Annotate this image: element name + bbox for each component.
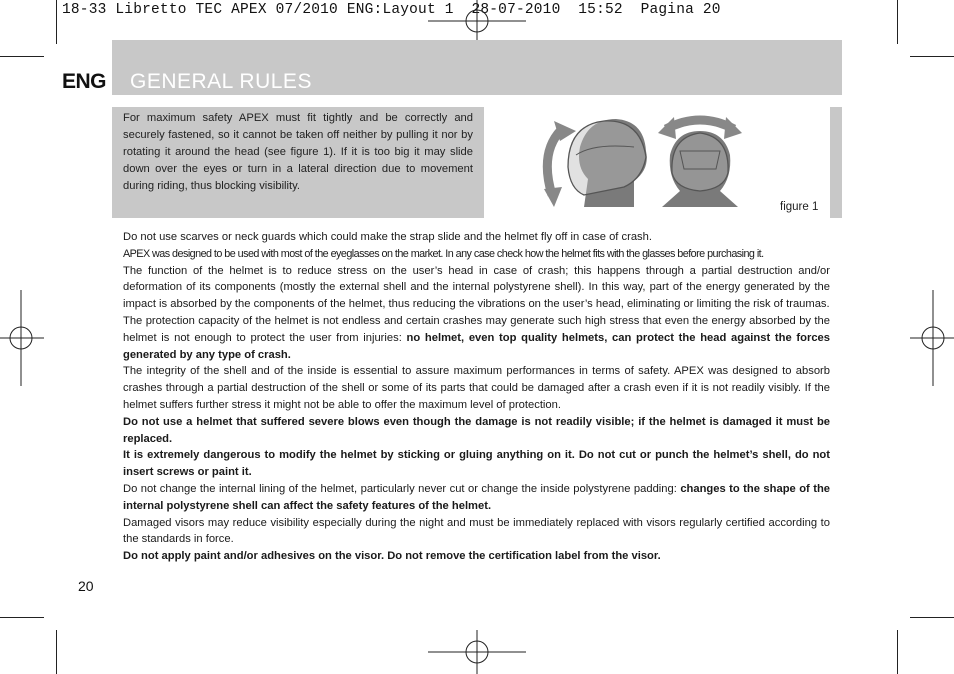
- body-text: [123, 229, 830, 565]
- print-slug-line: 18-33 Libretto TEC APEX 07/2010 ENG:Layout 1 28-07-2010 15:52 Pagina 20: [62, 2, 721, 18]
- helmet-illustration-icon: [484, 107, 830, 218]
- warning-modify-helmet: It is extremely dangerous to modify the helmet by sticking or gluing anything on it. Do not cut or punch the helmet’s shell, do not insert screws or paint it.: [123, 449, 830, 479]
- figure-caption: figure 1: [780, 201, 819, 213]
- paragraph-eyeglasses: APEX was designed to be used with most of the eyeglasses on the market. In any case check how the helmet fits with the glasses before purchasing it.: [123, 247, 764, 260]
- page-number: 20: [78, 578, 94, 594]
- crop-mark-bottom-right-h: [910, 617, 954, 618]
- warning-visor-paint: Do not apply paint and/or adhesives on the visor. Do not remove the certification label from the visor.: [123, 550, 661, 563]
- lining-warning: changes to the shape of the internal polystyrene shell can affect the safety features of the helmet.: [123, 482, 831, 512]
- registration-mark-left-icon: [0, 290, 44, 386]
- figure-frame-bar: [830, 107, 842, 218]
- registration-mark-right-icon: [910, 290, 954, 386]
- crop-mark-top-left-h: [0, 56, 44, 57]
- crop-mark-bottom-right-v: [897, 630, 898, 674]
- warning-severe-blows: Do not use a helmet that suffered severe blows even though the damage is not readily visible; if the helmet is damaged it must be replaced.: [123, 415, 830, 445]
- registration-mark-top-icon: [428, 0, 526, 42]
- paragraph-scarves: Do not use scarves or neck guards which could make the strap slide and the helmet fly off in case of crash.: [123, 231, 652, 243]
- crop-mark-top-right-h: [910, 56, 954, 57]
- paragraph-damaged-visors: Damaged visors may reduce visibility especially during the night and must be immediately replaced with visors regularly certified according to the standards in force.: [123, 516, 830, 546]
- crop-mark-top-right-v: [897, 0, 898, 44]
- crop-mark-bottom-left-h: [0, 617, 44, 618]
- crop-mark-bottom-left-v: [56, 630, 57, 674]
- paragraph-shell-integrity: The integrity of the shell and of the inside is essential to assure maximum performances in terms of safety. APEX was designed to absorb crashes through a partial destruction of the shell or some of its parts that could be damaged after a crash even if it is not readily visibly. If the helmet suffers further stress it might not be able to offer the maximum level of protection.: [123, 365, 830, 411]
- protection-warning: no helmet, even top quality helmets, can protect the head against the forces generated by any type of crash.: [123, 331, 830, 361]
- paragraph-internal-lining: [123, 481, 830, 515]
- section-title: GENERAL RULES: [130, 70, 312, 93]
- registration-mark-bottom-icon: [428, 630, 526, 674]
- intro-text: For maximum safety APEX must fit tightly and be correctly and securely fastened, so it cannot be taken off neither by pulling it nor by rotating it around the head (see figure 1). If it is too big it may slide down over the eyes or turn in a lateral direction due to movement during riding, thus blocking visibility.: [123, 112, 473, 192]
- lining-text: Do not change the internal lining of the helmet, particularly never cut or change the inside polystyrene padding:: [123, 482, 681, 495]
- paragraph-protection-capacity: [123, 313, 830, 363]
- paragraph-helmet-function: The function of the helmet is to reduce stress on the user’s head in case of crash; this happens through a partial destruction and/or deformation of its components (mostly the external shell and the internal polystyrene shell). In this way, part of the energy generated by the impact is absorbed by the components of the helmet, thus reducing the vibrations on the user’s head, eliminating or limiting the risk of traumas.: [123, 264, 830, 311]
- language-label: ENG: [62, 70, 107, 93]
- crop-mark-top-left-v: [56, 0, 57, 44]
- protection-text: The protection capacity of the helmet is not endless and certain crashes may generate such high stress that even the energy absorbed by the helmet is not enough to protect the user from injuries:: [123, 314, 830, 344]
